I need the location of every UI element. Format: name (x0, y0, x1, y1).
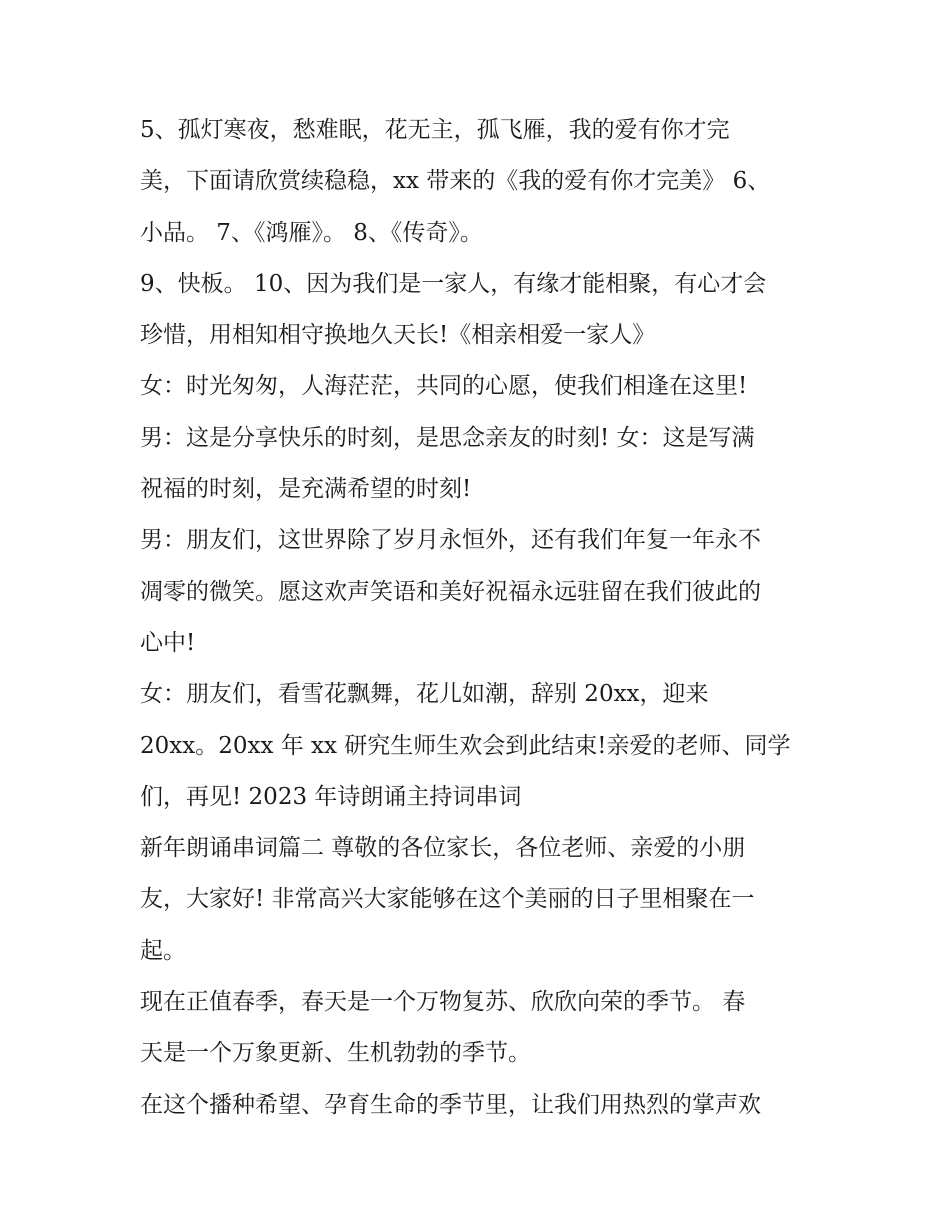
text-line: 凋零的微笑。愿这欢声笑语和美好祝福永远驻留在我们彼此的 (140, 578, 761, 605)
text-line: 美，下面请欣赏续稳稳，xx 带来的《我的爱有你才完美》 6、 (140, 168, 771, 195)
text-line: 友，大家好! 非常高兴大家能够在这个美丽的日子里相聚在一 (140, 886, 755, 913)
text-line: 在这个播种希望、孕育生命的季节里，让我们用热烈的掌声欢 (140, 1091, 761, 1118)
text-line: 祝福的时刻，是充满希望的时刻! (140, 476, 472, 503)
text-line: 们，再见! 2023 年诗朗诵主持词串词 (140, 783, 522, 810)
text-line: 新年朗诵串词篇二 尊敬的各位家长，各位老师、亲爱的小朋 (140, 835, 746, 862)
text-line: 男：这是分享快乐的时刻，是思念亲友的时刻! 女：这是写满 (140, 424, 755, 451)
text-line: 女：朋友们，看雪花飘舞，花儿如潮，辞别 20xx，迎来 (140, 681, 709, 708)
text-line: 珍惜，用相知相守换地久天长!《相亲相爱一家人》 (140, 322, 656, 349)
text-line: 小品。 7、《鸿雁》。 8、《传奇》。 (140, 219, 483, 246)
document-body (140, 105, 820, 1131)
text-line: 男：朋友们，这世界除了岁月永恒外，还有我们年复一年永不 (140, 527, 761, 554)
text-line: 心中! (140, 629, 196, 656)
text-line: 9、快板。 10、因为我们是一家人，有缘才能相聚，有心才会 (140, 270, 767, 297)
text-line: 天是一个万象更新、生机勃勃的季节。 (140, 1040, 531, 1067)
text-line: 起。 (140, 937, 186, 964)
text-line: 现在正值春季，春天是一个万物复苏、欣欣向荣的季节。 春 (140, 989, 746, 1016)
text-line: 20xx。20xx 年 xx 研究生师生欢会到此结束!亲爱的老师、同学 (140, 732, 791, 759)
text-line: 5、孤灯寒夜，愁难眠，花无主，孤飞雁，我的爱有你才完 (140, 117, 730, 143)
text-line: 女：时光匆匆，人海茫茫，共同的心愿，使我们相逢在这里! (140, 373, 748, 400)
